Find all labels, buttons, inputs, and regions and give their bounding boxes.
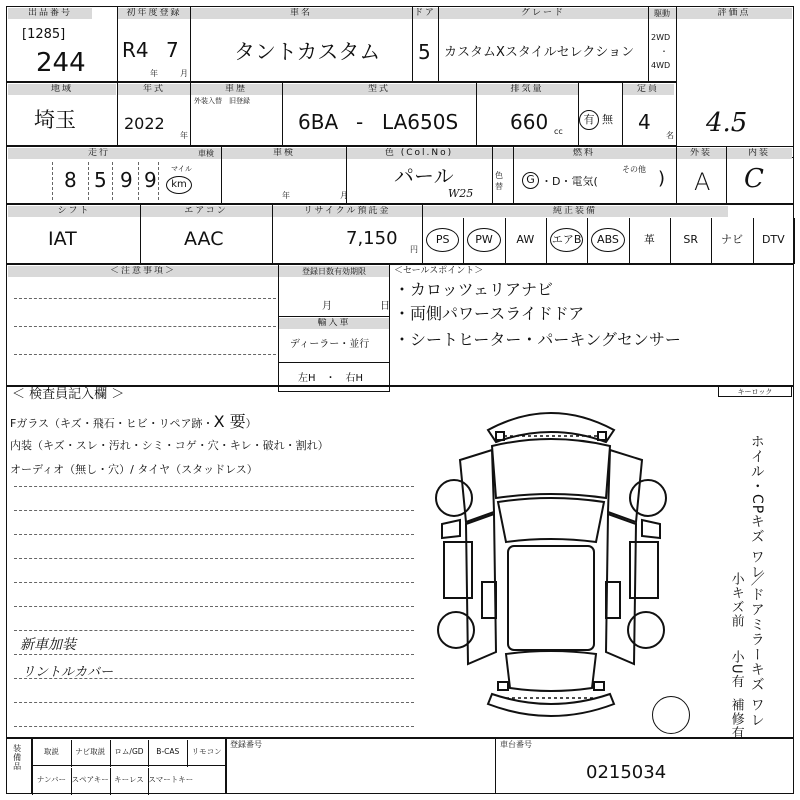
registration-cell — [226, 738, 496, 794]
dealer-or-parallel: ディーラー・並行 — [290, 339, 370, 350]
label-syaken: 車検 — [190, 148, 222, 159]
label-score: 評価点 — [676, 8, 792, 19]
drive-4wd: 4WD — [651, 61, 671, 70]
bottom-item-top-3: B-CAS — [156, 747, 180, 756]
windshield — [498, 498, 604, 542]
syaken-month-unit: 月 — [340, 191, 348, 200]
capacity-value: 4 — [638, 110, 651, 134]
inspector-line-3: オーディオ（無し・穴）/ タイヤ（スタッドレス） — [10, 463, 258, 476]
model-year-cell — [190, 82, 283, 146]
equipment-item-7: ナビ — [720, 233, 743, 246]
shift-value: IAT — [48, 228, 77, 250]
label-region: 地域 — [8, 84, 116, 95]
roof — [508, 546, 594, 650]
equipment-item-3: エアB — [550, 228, 583, 252]
label-recycle: リサイクル預託金 — [272, 206, 422, 217]
label-equipment: 純正装備 — [422, 206, 728, 217]
label-body: 車検 — [222, 148, 346, 159]
chassis-number: 0215034 — [586, 762, 667, 783]
front-right-wheel — [630, 480, 666, 516]
label-chassis: 車台番号 — [500, 740, 532, 749]
fuel-gas: G — [522, 172, 539, 189]
label-key: キーロック — [718, 386, 792, 397]
steering-side: 左H ・ 右H — [298, 373, 364, 384]
bottom-item-top-divider-1 — [71, 740, 72, 767]
bottom-item-top-2: ロム/GD — [114, 747, 144, 756]
handwritten-note-1: 新車加装 — [20, 637, 76, 653]
left-rear-door — [482, 582, 496, 618]
mileage-digit-1: 8 — [64, 168, 77, 192]
glass-mark: X 要 — [213, 412, 246, 431]
type-code: LA650S — [382, 110, 459, 134]
bottom-item-bottom-divider-3 — [148, 768, 149, 795]
bottom-item-top-0: 取説 — [43, 747, 59, 756]
front-bumper — [488, 413, 614, 442]
label-registration: 登録番号 — [230, 740, 262, 749]
capacity-unit: 名 — [666, 131, 674, 140]
bottom-item-top-divider-3 — [148, 740, 149, 767]
label-exterior: 外装 — [676, 148, 726, 159]
vertical-note-5: 補修有 — [728, 698, 744, 740]
mileage-cell — [6, 146, 222, 204]
first-reg-era: R4 — [122, 38, 149, 62]
bottom-item-bottom-divider-0 — [32, 768, 33, 795]
year-unit: 年 — [180, 131, 188, 140]
displacement-value: 660 — [510, 110, 549, 134]
mileage-digit-2: 5 — [94, 168, 107, 192]
spare-tire-circle — [652, 696, 690, 734]
color-change-label: 色替 — [495, 171, 503, 191]
exterior-grade: A — [694, 168, 711, 196]
equipment-item-0: PS — [426, 228, 459, 252]
label-model-year: 車歴 — [190, 84, 282, 95]
fuel-options: ・D・電気( — [541, 175, 598, 188]
label-fuel: 燃料 — [492, 148, 676, 159]
bottom-item-top-divider-0 — [32, 740, 33, 767]
hood — [492, 439, 610, 498]
turbo-yes: 有 — [579, 110, 599, 130]
lot-number: 244 — [36, 48, 86, 78]
first-reg-month-unit: 月 — [180, 69, 188, 78]
handwritten-note-2: リントルカバー — [22, 665, 114, 680]
year-value: 2022 — [124, 114, 165, 133]
sales-point-3: ・シートヒーター・パーキングセンサー — [394, 330, 681, 349]
doors-value: 5 — [418, 40, 431, 64]
bottom-item-top-divider-4 — [187, 740, 188, 767]
bottom-item-top-1: ナビ取説 — [75, 747, 106, 756]
syaken-year-unit: 年 — [282, 191, 290, 200]
mileage-digit-3: 9 — [120, 168, 133, 192]
sales-point-2: ・両側パワースライドドア — [394, 304, 585, 323]
vertical-note-3: 小キズ前 — [728, 572, 744, 628]
rear-right-wheel — [628, 612, 664, 648]
recycle-yen: 円 — [410, 245, 418, 254]
inspector-line-1: Fガラス（キズ・飛石・ヒビ・リペア跡・X 要） — [10, 412, 257, 431]
first-reg-year-unit: 年 — [150, 69, 158, 78]
car-name: タントカスタム — [234, 40, 381, 64]
recycle-value: 7,150 — [346, 228, 398, 249]
equipment-item-5: 革 — [643, 233, 655, 246]
label-sales-points: ＜セールスポイント＞ — [394, 266, 484, 276]
sales-point-1: ・カロッツェリアナビ — [394, 280, 554, 299]
inspector-line-2: 内装（キズ・スレ・汚れ・シミ・コゲ・穴・キレ・破れ・割れ） — [10, 439, 329, 452]
label-lot: 出品番号 — [8, 8, 92, 19]
equipment-item-2: AW — [516, 233, 535, 246]
bottom-item-bottom-divider-1 — [71, 768, 72, 795]
bottom-item-top-4: リモコン — [191, 747, 222, 756]
label-aircon: エアコン — [140, 206, 272, 217]
inspector-heading: ＜ 検査員記入欄 ＞ — [12, 387, 125, 402]
rear-window — [506, 651, 596, 691]
first-reg-month: 7 — [166, 38, 179, 62]
reg-date-day: 日 — [380, 301, 390, 312]
equipment-items-label: 装備品 — [12, 744, 22, 771]
label-car-name: 車名 — [190, 8, 412, 19]
label-color: 色 (Col.No) — [346, 148, 492, 159]
color-value: パール — [394, 164, 454, 188]
fuel-other: その他 — [622, 165, 646, 174]
left-mirror — [442, 520, 460, 538]
label-interior: 内装 — [726, 148, 792, 159]
drive-2wd: 2WD — [651, 33, 671, 42]
drive-cell — [648, 6, 677, 82]
mileage-km: km — [166, 176, 192, 194]
label-grade: グレード — [438, 8, 648, 19]
label-capacity: 定員 — [622, 84, 674, 95]
label-type: 型式 — [282, 84, 476, 95]
grade-value: カスタムXスタイルセレクション — [444, 45, 635, 60]
label-remarks: ＜注意事項＞ — [8, 266, 278, 277]
right-rear-door — [606, 582, 620, 618]
label-year: 年式 — [118, 84, 190, 95]
car-diagram — [426, 402, 676, 732]
drive-sep: ・ — [660, 47, 668, 56]
label-shift: シフト — [8, 206, 140, 217]
bottom-item-bottom-divider-2 — [110, 768, 111, 795]
model-year-note: 外装入替 旧登録 — [194, 97, 250, 105]
mileage-mile: マイル — [171, 165, 192, 173]
vertical-note-4: 小U有 — [728, 650, 744, 689]
lot-code: [1285] — [22, 27, 66, 42]
turbo-no: 無 — [602, 113, 613, 126]
interior-grade: C — [744, 164, 764, 194]
fuel-close: ) — [658, 168, 666, 189]
color-code: W25 — [448, 187, 474, 200]
label-drive: 駆動 — [648, 8, 676, 19]
vertical-note-1: ホイル・CPキズ ワレ — [748, 434, 765, 580]
equipment-item-4: ABS — [591, 228, 624, 252]
mileage-digit-4: 9 — [144, 168, 157, 192]
reg-date-month: 月 — [322, 301, 332, 312]
label-mileage: 走行 — [8, 148, 190, 159]
rear-left-wheel — [438, 612, 474, 648]
label-import: 輸入車 — [279, 318, 389, 329]
equipment-item-8: DTV — [761, 233, 785, 246]
vertical-note-2: ／ドアミラーキズ ワレ — [748, 572, 765, 728]
grade-cell — [438, 6, 649, 82]
aircon-value: AAC — [184, 228, 224, 250]
type-dash: - — [356, 110, 364, 134]
right-mirror — [642, 520, 660, 538]
bottom-item-top-divider-2 — [110, 740, 111, 767]
bottom-item-bottom-1: スペアキー — [71, 775, 109, 784]
label-first-reg: 初年度登録 — [118, 8, 190, 19]
label-reg-date: 登録日数有効期限 — [278, 266, 390, 277]
bottom-item-bottom-0: ナンバー — [36, 775, 66, 784]
auction-sheet — [6, 6, 794, 794]
equipment-item-1: PW — [467, 228, 500, 252]
equipment-item-6: SR — [683, 233, 698, 246]
bottom-item-bottom-3: スマートキー — [148, 775, 194, 784]
bottom-item-bottom-2: キーレス — [114, 775, 144, 784]
type-prefix: 6BA — [298, 110, 339, 134]
label-doors: ドア — [412, 8, 438, 19]
region-value: 埼玉 — [34, 108, 76, 132]
score-value: 4.5 — [706, 108, 748, 138]
displacement-unit: cc — [554, 127, 563, 136]
front-left-wheel — [436, 480, 472, 516]
label-displacement: 排気量 — [476, 84, 578, 95]
